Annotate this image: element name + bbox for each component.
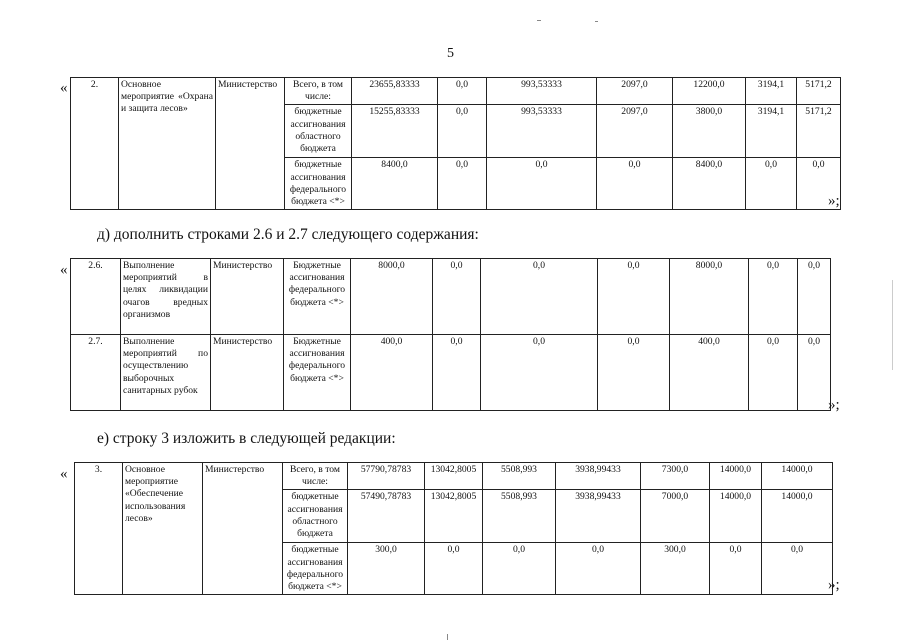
table3-body: [75, 463, 833, 595]
quote-close: »;: [828, 397, 840, 413]
funding-source: Бюджетные ассигнования федерального бюджета <*>: [284, 259, 351, 335]
amount-cell: 12200,0: [673, 78, 746, 105]
funding-source: бюджетные ассигнования федерального бюджета <*>: [285, 158, 352, 210]
measure-name: Выполнение мероприятий по осуществлению выборочных санитарных рубок: [121, 335, 211, 411]
executor: Министерство: [211, 259, 284, 335]
table-row: [71, 259, 831, 335]
amount-cell: 0,0: [762, 543, 833, 595]
table-row-3: [74, 462, 833, 595]
amount-cell: 400,0: [670, 335, 749, 411]
amount-cell: 14000,0: [762, 463, 833, 490]
amount-cell: 7000,0: [641, 490, 710, 543]
amount-cell: 13042,8005: [425, 463, 483, 490]
amount-cell: 2097,0: [597, 78, 673, 105]
amount-cell: 0,0: [749, 335, 798, 411]
table-row: [75, 463, 833, 490]
amount-cell: 13042,8005: [425, 490, 483, 543]
amount-cell: 5508,993: [483, 490, 556, 543]
funding-source: Бюджетные ассигнования федерального бюджета <*>: [284, 335, 351, 411]
amount-cell: 0,0: [487, 158, 597, 210]
amount-cell: 0,0: [425, 543, 483, 595]
amount-cell: 0,0: [433, 259, 481, 335]
executor: Министерство: [203, 463, 283, 595]
executor: Министерство: [216, 78, 285, 210]
table-row-2: [70, 77, 841, 210]
funding-source: Всего, в том числе:: [285, 78, 352, 105]
amount-cell: 2097,0: [597, 105, 673, 158]
amount-cell: 993,53333: [487, 105, 597, 158]
amount-cell: 0,0: [598, 259, 670, 335]
amount-cell: 0,0: [481, 335, 598, 411]
amount-cell: 8400,0: [673, 158, 746, 210]
amount-cell: 7300,0: [641, 463, 710, 490]
amount-cell: 5508,993: [483, 463, 556, 490]
quote-close: »;: [828, 577, 840, 593]
measure-name: Выполнение мероприятий в целях ликвидации очагов вредных организмов: [121, 259, 211, 335]
amount-cell: 8400,0: [352, 158, 438, 210]
heading-row-3: е) строку 3 изложить в следующей редакции:: [97, 430, 396, 447]
amount-cell: 0,0: [798, 335, 831, 411]
table2-body: [71, 259, 831, 411]
funding-source: Всего, в том числе:: [283, 463, 348, 490]
amount-cell: 0,0: [797, 158, 841, 210]
amount-cell: 0,0: [438, 158, 487, 210]
table1-body: [71, 78, 841, 210]
funding-source: бюджетные ассигнования областного бюджета: [283, 490, 348, 543]
quote-open: «: [60, 466, 68, 482]
funding-source: бюджетные ассигнования областного бюджета: [285, 105, 352, 158]
scan-speck: [447, 634, 448, 640]
amount-cell: 5171,2: [797, 78, 841, 105]
amount-cell: 0,0: [597, 158, 673, 210]
amount-cell: 0,0: [598, 335, 670, 411]
amount-cell: 8000,0: [670, 259, 749, 335]
amount-cell: 5171,2: [797, 105, 841, 158]
amount-cell: 57490,78783: [348, 490, 425, 543]
amount-cell: 0,0: [749, 259, 798, 335]
amount-cell: 14000,0: [762, 490, 833, 543]
heading-add-rows: д) дополнить строками 2.6 и 2.7 следующего содержания:: [97, 226, 479, 243]
row-number: 2.6.: [71, 259, 121, 335]
table-row: [71, 335, 831, 411]
scan-edge-line: [892, 280, 893, 370]
amount-cell: 0,0: [481, 259, 598, 335]
amount-cell: 0,0: [798, 259, 831, 335]
scan-speck: [537, 20, 541, 21]
measure-name: Основное мероприятие «Обеспечение использования лесов»: [123, 463, 203, 595]
amount-cell: 0,0: [556, 543, 641, 595]
amount-cell: 23655,83333: [352, 78, 438, 105]
scan-speck: [595, 21, 598, 22]
measure-name: Основное мероприятие «Охрана и защита лесов»: [119, 78, 216, 210]
amount-cell: 14000,0: [710, 463, 762, 490]
page-number: 5: [447, 46, 454, 61]
amount-cell: 15255,83333: [352, 105, 438, 158]
amount-cell: 993,53333: [487, 78, 597, 105]
quote-open: «: [60, 80, 68, 96]
row-number: 2.: [71, 78, 119, 210]
amount-cell: 8000,0: [351, 259, 433, 335]
amount-cell: 0,0: [438, 78, 487, 105]
amount-cell: 0,0: [483, 543, 556, 595]
executor: Министерство: [211, 335, 284, 411]
table-row: [71, 78, 841, 105]
amount-cell: 57790,78783: [348, 463, 425, 490]
amount-cell: 0,0: [438, 105, 487, 158]
amount-cell: 3938,99433: [556, 490, 641, 543]
quote-open: «: [60, 262, 68, 278]
amount-cell: 3938,99433: [556, 463, 641, 490]
amount-cell: 3800,0: [673, 105, 746, 158]
funding-source: бюджетные ассигнования федерального бюджета <*>: [283, 543, 348, 595]
row-number: 2.7.: [71, 335, 121, 411]
amount-cell: 300,0: [641, 543, 710, 595]
amount-cell: 0,0: [746, 158, 797, 210]
amount-cell: 400,0: [351, 335, 433, 411]
amount-cell: 3194,1: [746, 105, 797, 158]
quote-close: »;: [828, 193, 840, 209]
row-number: 3.: [75, 463, 123, 595]
amount-cell: 300,0: [348, 543, 425, 595]
amount-cell: 3194,1: [746, 78, 797, 105]
amount-cell: 14000,0: [710, 490, 762, 543]
table-rows-2-6-2-7: [70, 258, 831, 411]
amount-cell: 0,0: [433, 335, 481, 411]
amount-cell: 0,0: [710, 543, 762, 595]
